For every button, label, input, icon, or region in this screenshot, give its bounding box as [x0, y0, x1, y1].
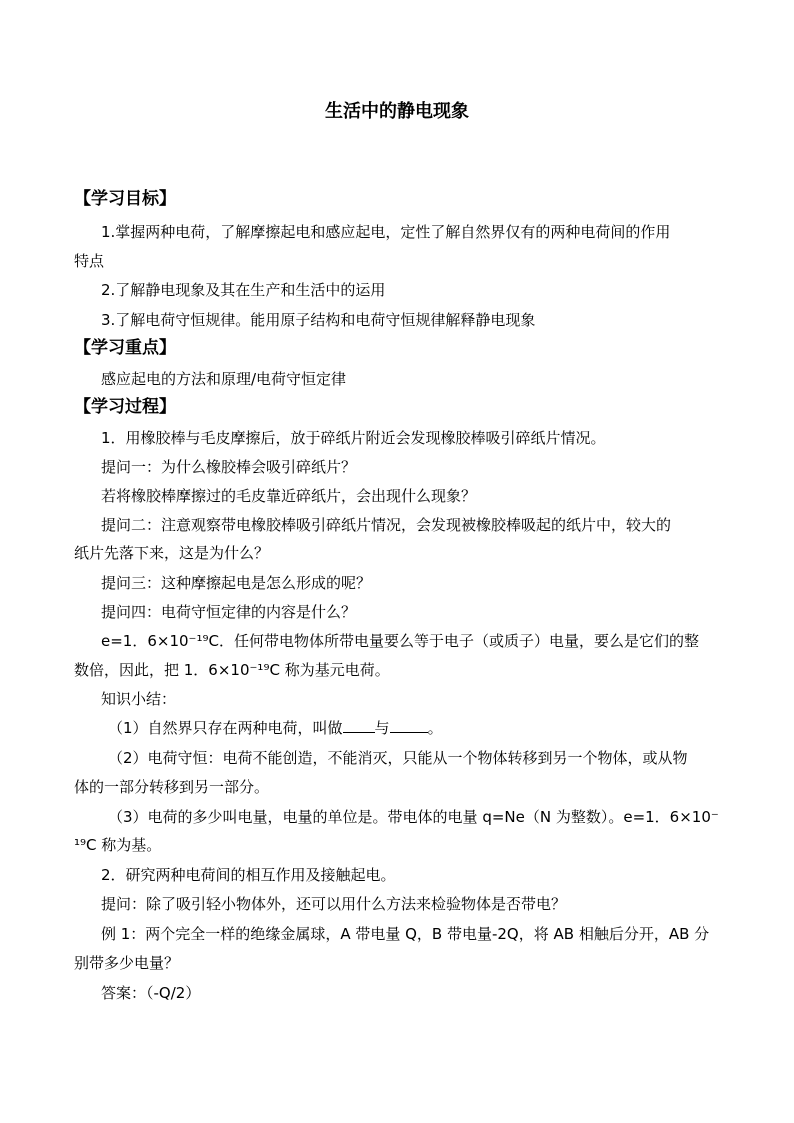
goals-heading: 【学习目标】 [74, 189, 176, 209]
focus-heading: 【学习重点】 [74, 338, 176, 358]
summary-label: 知识小结： [101, 690, 177, 708]
goal-2: 2.了解静电现象及其在生产和生活中的运用 [101, 281, 386, 299]
example-1-line-2: 别带多少电量？ [74, 954, 180, 972]
elementary-charge-line-2: 数倍，因此，把 1．6×10⁻¹⁹C 称为基元电荷。 [74, 661, 390, 679]
summary-2-line-1: （2）电荷守恒：电荷不能创造，不能消灭，只能从一个物体转移到另一个物体，或从物 [108, 749, 688, 767]
fill-blank-1[interactable] [343, 718, 375, 733]
fill-blank-2[interactable] [390, 718, 428, 733]
question-2-line-2: 纸片先落下来，这是为什么？ [74, 544, 270, 562]
process-heading: 【学习过程】 [74, 397, 176, 417]
question-4: 提问四：电荷守恒定律的内容是什么？ [101, 603, 357, 621]
goal-3: 3.了解电荷守恒规律。能用原子结构和电荷守恒规律解释静电现象 [101, 311, 536, 329]
summary-1-text-a: （1）自然界只存在两种电荷，叫做 [108, 719, 343, 737]
question-1b: 若将橡胶棒摩擦过的毛皮靠近碎纸片，会出现什么现象？ [101, 487, 477, 505]
question-1: 提问一：为什么橡胶棒会吸引碎纸片？ [101, 458, 357, 476]
summary-3-line-1: （3）电荷的多少叫电量，电量的单位是。带电体的电量 q=Ne（N 为整数）。e=1．6×10⁻ [108, 808, 719, 826]
summary-3-line-2: ¹⁹C 称为基。 [74, 836, 162, 854]
goal-1-line-1: 1.掌握两种电荷，了解摩擦起电和感应起电，定性了解自然界仅有的两种电荷间的作用 [101, 223, 671, 241]
example-1-line-1: 例 1：两个完全一样的绝缘金属球，A 带电量 Q，B 带电量-2Q，将 AB 相触后分开，AB 分 [101, 925, 710, 943]
elementary-charge-line-1: e=1．6×10⁻¹⁹C．任何带电物体所带电量要么等于电子（或质子）电量，要么是它们的整 [101, 632, 699, 650]
process-step-1: 1．用橡胶棒与毛皮摩擦后，放于碎纸片附近会发现橡胶棒吸引碎纸片情况。 [101, 429, 606, 447]
summary-1-text-b: 与 [374, 719, 390, 737]
answer: 答案：（-Q/2） [101, 984, 201, 1002]
summary-1 [108, 718, 443, 738]
summary-2-line-2: 体的一部分转移到另一部分。 [74, 778, 270, 796]
summary-1-text-c: 。 [427, 719, 443, 737]
goal-1-line-2: 特点 [74, 252, 105, 270]
question-3: 提问三：这种摩擦起电是怎么形成的呢？ [101, 574, 372, 592]
focus-text: 感应起电的方法和原理/电荷守恒定律 [101, 370, 347, 388]
page-title: 生活中的静电现象 [325, 101, 469, 122]
question-5: 提问：除了吸引轻小物体外，还可以用什么方法来检验物体是否带电？ [101, 895, 567, 913]
process-step-2: 2．研究两种电荷间的相互作用及接触起电。 [101, 866, 396, 884]
question-2-line-1: 提问二：注意观察带电橡胶棒吸引碎纸片情况，会发现被橡胶棒吸起的纸片中，较大的 [101, 516, 672, 534]
